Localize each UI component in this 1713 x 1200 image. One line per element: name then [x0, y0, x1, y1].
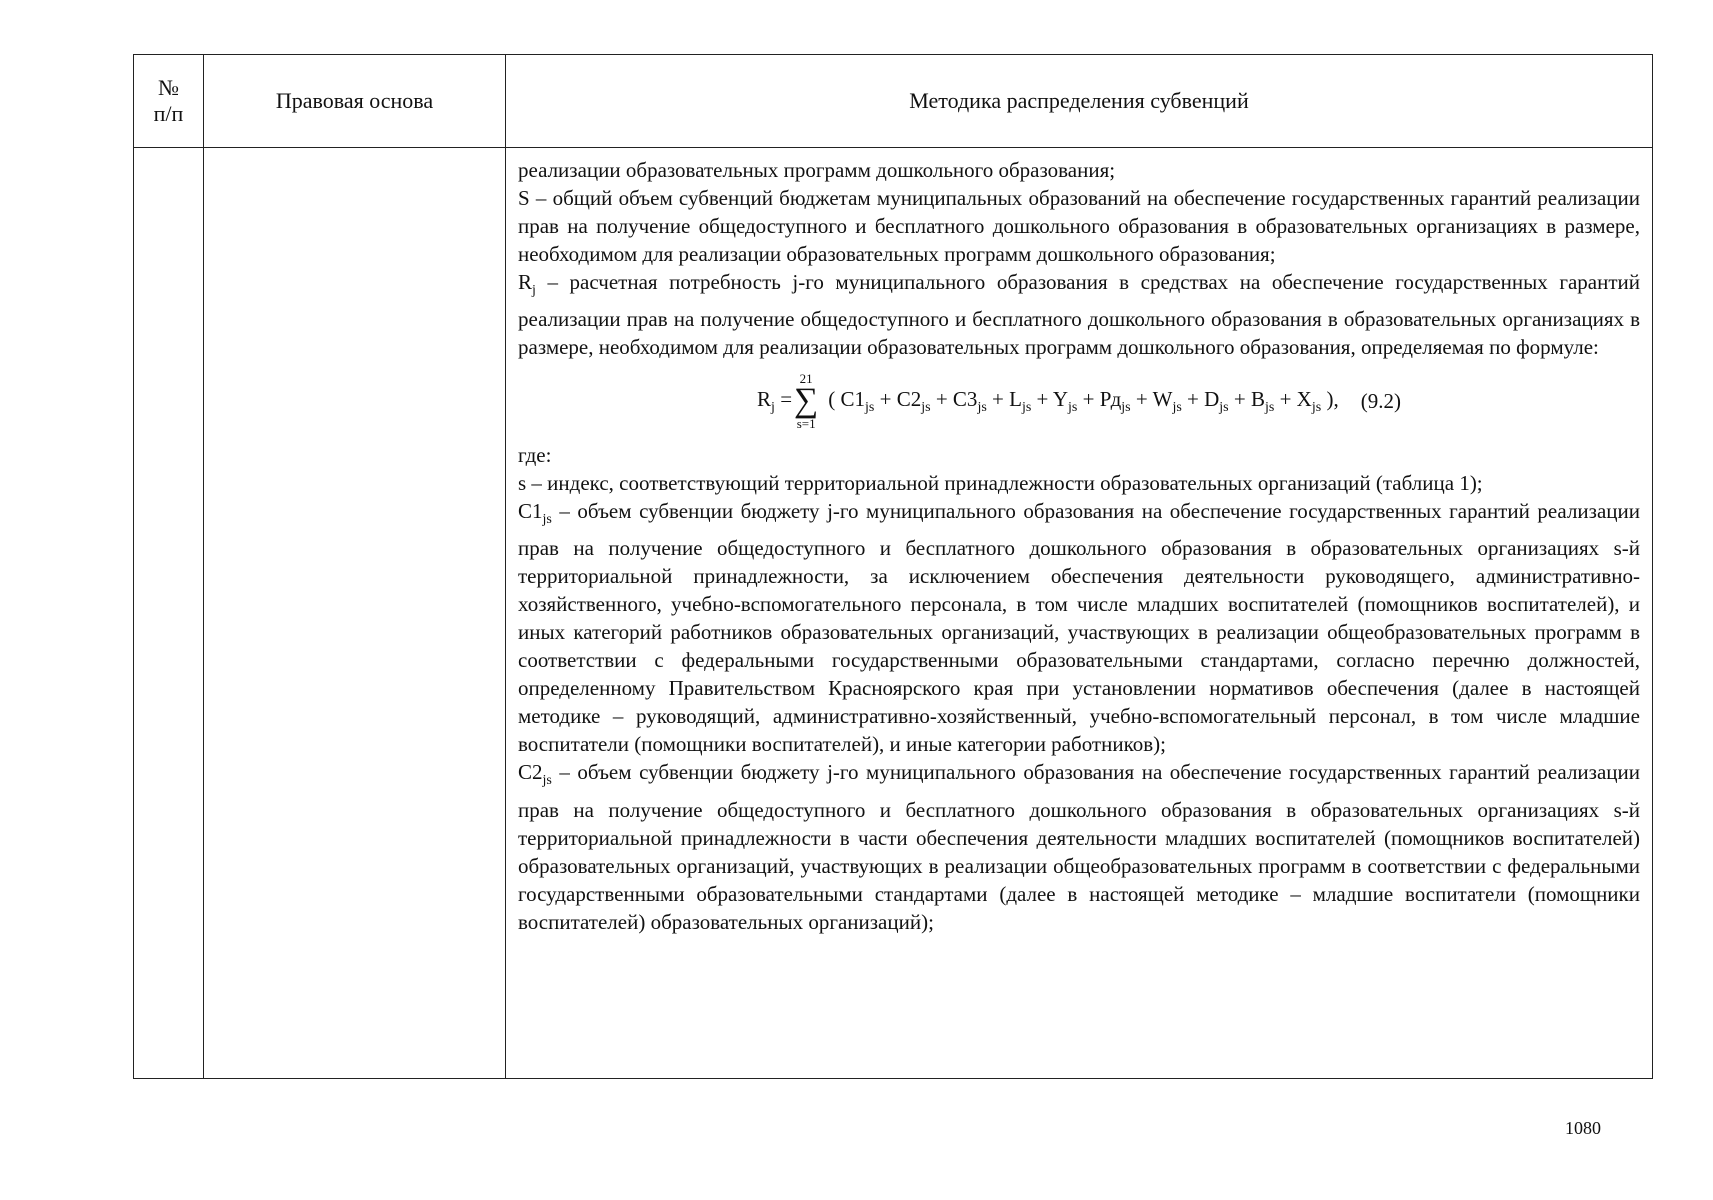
cell-number [134, 148, 204, 1079]
rj-symbol: R [518, 270, 533, 294]
cell-legal-basis [204, 148, 506, 1079]
methodology-table [133, 54, 1653, 1079]
page-number: 1080 [1565, 1118, 1601, 1138]
table-row [134, 148, 1653, 1079]
sum-upper-limit: 21 [799, 371, 813, 387]
sum-lower-limit: s=1 [796, 416, 816, 432]
paragraph-continuation: реализации образовательных программ дошкольного образования; [518, 158, 1116, 182]
cell-methodology [506, 148, 1653, 1079]
header-number-line1: № [158, 75, 179, 100]
rj-text: – расчетная потребность j-го муниципального образования в средствах на обеспечение государственных гарантий реализации прав на получение общедоступного и бесплатного дошкольного образования в образовательных организациях в размере, необходимом для реализации образовательных программ дошкольного образования, определяемая по формуле: [518, 270, 1640, 360]
header-methodology: Методика распределения субвенций [506, 55, 1653, 148]
header-legal-basis: Правовая основа [204, 55, 506, 148]
paragraph-rj-definition [518, 268, 1640, 361]
formula-terms: ( $C1_{js} + C2_{js} + C3_{js} + L_{js} + Y_{js} + Рд_{js} + W_{js} + D_{js} + B_{js} + X_{js}$ ), [828, 386, 1339, 415]
paragraph-s-definition: S – общий объем субвенций бюджетам муниципальных образований на обеспечение государственных гарантий реализации прав на получение общедоступного и бесплатного дошкольного образования в образовательных организациях в размере, необходимом для реализации образовательных программ дошкольного образования; [518, 186, 1640, 266]
header-number [134, 55, 204, 148]
header-number-line2: п/п [153, 101, 184, 126]
rj-symbol-sub: j [532, 283, 536, 299]
paragraph-c1-definition: $C1_{js}$ – объем субвенции бюджету j-го муниципального образования на обеспечение государственных гарантий реализации прав на получение общедоступного и бесплатного дошкольного образования в образовательных организациях s-й территориальной принадлежности, за исключением обеспечения деятельности руководящего, административно-хозяйственного, учебно-вспомогательного персонала, в том числе младших воспитателей (помощников воспитателей), и иных категорий работников образовательных организаций, участвующих в реализации общеобразовательных программ в соответствии с федеральными государственными образовательными стандартами, согласно перечню должностей, определенному Правительством Красноярского края при установлении нормативов обеспечения (далее в настоящей методике – руководящий, административно-хозяйственный, учебно-вспомогательный персонал, в том числе младшие воспитатели (помощники воспитателей), и иные категории работников); [518, 499, 1640, 757]
sigma-symbol: ∑ [794, 382, 819, 420]
summation-sign [794, 372, 818, 430]
formula-number: (9.2) [1360, 388, 1401, 413]
paragraph-where: где: [518, 443, 552, 468]
paragraph-c2-definition: $C2_{js}$ – объем субвенции бюджету j-го муниципального образования на обеспечение государственных гарантий реализации прав на получение общедоступного и бесплатного дошкольного образования в образовательных организациях s-й территориальной принадлежности в части обеспечения деятельности младших воспитателей (помощников воспитателей) образовательных организаций, участвующих в реализации общеобразовательных программ в соответствии с федеральными государственными образовательными стандартами (далее в настоящей методике – младшие воспитатели (помощники воспитателей) образовательных организаций); [518, 760, 1640, 934]
paragraph-s-index: s – индекс, соответствующий территориальной принадлежности образовательных организаций (таблица 1); [518, 471, 1483, 496]
formula-lhs: $R_j$ = [757, 386, 793, 415]
formula-9-2 [518, 361, 1640, 441]
table-header-row [134, 55, 1653, 148]
